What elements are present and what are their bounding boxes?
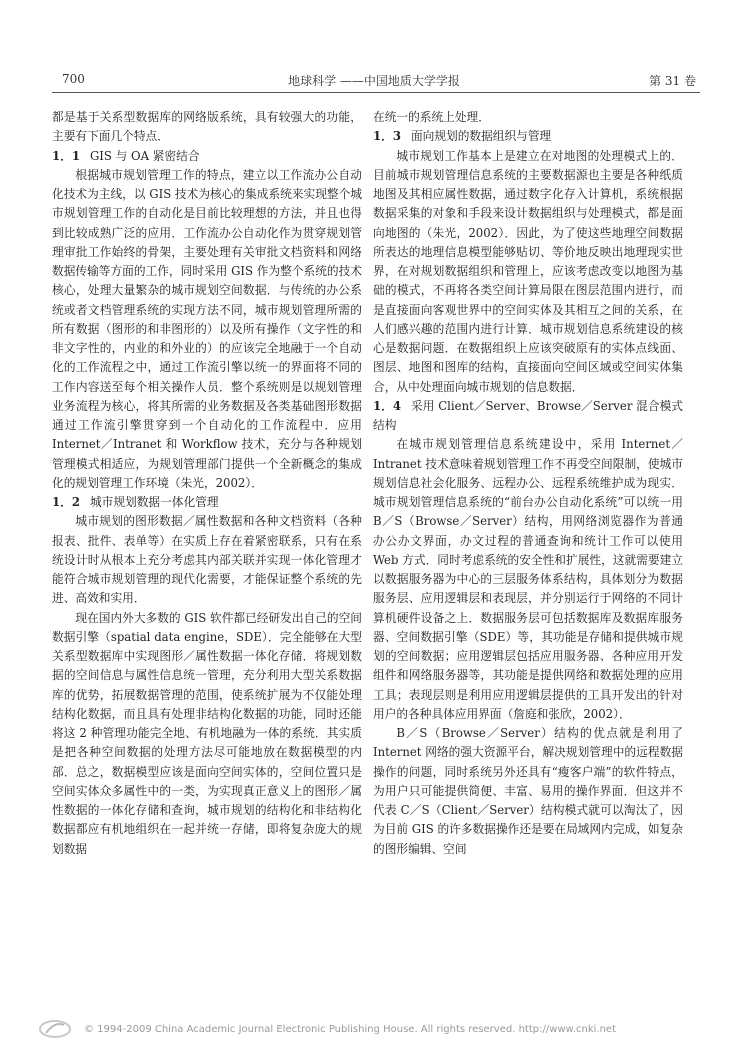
paragraph-continued: 都是基于关系型数据库的网络版系统，具有较强大的功能，主要有下面几个特点． — [52, 110, 362, 144]
section-number: 1．4 — [373, 398, 402, 413]
copyright-notice: © 1994-2009 China Academic Journal Electronic Publishing House. All rights reserved. http://www.cnki.net — [84, 1024, 616, 1035]
journal-title: 地球科学 ——中国地质大学学报 — [288, 74, 460, 88]
section-title: 面向规划的数据组织与管理 — [410, 129, 552, 144]
right-column — [373, 108, 683, 859]
paragraph: 根据城市规划管理工作的特点，建立以工作流办公自动化技术为主线，以 GIS 技术为核心的集成系统来实现整个城市规划管理工作的自动化是目前比较理想的方法，并且也得到比较成熟广泛的应用．工作流办公自动化作为贯穿规划管理审批工作始终的骨架，主要处理有关审批文档资料和网络数据传输等方面的工作，同时采用 GIS 作为整个系统的技术核心，处理大量繁杂的城市规划空间数据．与传统的办公系统或者文档管理系统的实现方法不同，城市规划管理所需的所有数据（图形的和非图形的）以及所有操作（文字性的和非文字性的，内业的和外业的）的应该完全地融于一个自动化的工作流程之中，通过工作流引擎以统一的界面将不同的工作内容送至每个相关操作人员．整个系统则是以规划管理业务流程为核心，将其所需的业务数据及各类基础图形数据通过工作流引擎贯穿到一个自动化的工作流程中．应用 Internet／Intranet 和 Workflow 技术，充分与各种规划管理模式相适应，为规划管理部门提供一个全新概念的集成化的规划管理工作环境（朱光，2002）． — [52, 167, 362, 490]
paragraph: 在城市规划管理信息系统建设中，采用 Internet／Intranet 技术意味着规划管理工作不再受空间限制，使城市规划信息社会化服务、远程办公、远程系统维护成为现实．城市规划管理信息系统的“前台办公自动化系统”可以统一用 B／S（Browse／Server）结构，用网络浏览器作为普通办公办文界面，办文过程的普通查询和统计工作可以使用 Web 方式．同时考虑系统的安全性和扩展性，这就需要建立以数据服务器为中心的三层服务体系结构，具体划分为数据服务层、应用逻辑层和表现层，并分别运行于网络的不同计算机硬件设备之上．数据服务层可包括数据库及数据库服务器、空间数据引擎（SDE）等，其功能是存储和提供城市规划的空间数据；应用逻辑层包括应用服务器、各种应用开发组件和网络服务器等，其功能是提供网络和数据处理的应用工具；表现层则是利用应用逻辑层提供的工具开发出的针对用户的各种具体应用界面（詹庭和张欣，2002）． — [373, 437, 683, 721]
section-heading-1-1 — [52, 147, 362, 166]
volume-label: 第 31 卷 — [649, 74, 696, 88]
page-number: 700 — [62, 72, 85, 86]
section-title: 城市规划数据一体化管理 — [89, 495, 219, 509]
left-column — [52, 108, 362, 859]
footer — [38, 1018, 698, 1042]
paragraph: B／S（Browse／Server）结构的优点就是利用了 Internet 网络的强大资源平台，解决规划管理中的远程数据操作的问题，同时系统另外还具有“瘦客户端”的软件特点，为用户只可能提供简便、丰富、易用的操作界面．但这并不代表 C／S（Client／Server）结构模式就可以淘汰了，因为目前 GIS 的许多数据操作还是要在局域网内完成，如复杂的图形编辑、空间 — [373, 726, 683, 856]
header-rule — [52, 92, 700, 93]
paragraph: 城市规划工作基本上是建立在对地图的处理模式上的．目前城市规划管理信息系统的主要数据源也主要是各种纸质地图及其相应属性数据，通过数字化存入计算机，系统根据数据采集的对象和手段来设计数据组织与处理模式，都是面向地图的（朱光，2002）．因此，为了使这些地理空间数据所表达的地理信息模型能够贴切、等价地反映出地理现实世界，在对规划数据组织和管理上，应该考虑改变以地图为基础的模式，不再将各类空间计算局限在图层范围内进行，而是直接面向客观世界中的空间实体及其相互之间的关系，在人们感兴趣的范围内进行计算．城市规划信息系统建设的核心是数据问题．在数据组织上应该突破原有的实体点线面、图层、地图和图库的结构，直接面向空间区域或空间实体集合，从中处理面向城市规划的信息数据． — [373, 148, 683, 394]
paragraph: 城市规划的图形数据／属性数据和各种文档资料（各种报表、批件、表单等）在实质上存在着紧密联系，只有在系统设计时从根本上充分考虑其内部关联并实现一体化管理才能符合城市规划管理的现代化需要，才能保证整个系统的先进、高效和实用． — [52, 514, 362, 606]
section-number: 1．3 — [373, 129, 401, 144]
section-title: 采用 Client／Server、Browse／Server 混合模式结构 — [373, 398, 683, 432]
section-number: 1．2 — [52, 495, 80, 509]
section-heading-1-3 — [373, 127, 683, 146]
running-header — [52, 68, 696, 90]
paragraph: 现在国内外大多数的 GIS 软件都已经研发出自己的空间数据引擎（spatial data engine，SDE）．完全能够在大型关系型数据库中实现图形／属性数据一体化存储．将规划数据的空间信息与属性信息统一管理，充分利用大型关系数据库的优势，拓展数据管理的范围，使系统扩展为不仅能处理结构化数据，而且具有处理非结构化数据的功能，同时还能将这 2 种管理功能完全地、有机地融为一体的系统．其实质是把各种空间数据的处理方法尽可能地放在数据模型的内部．总之，数据模型应该是面向空间实体的，空间位置只是空间实体众多属性中的一类，为实现真正意义上的图形／属性数据的一体化存储和查询，城市规划的结构化和非结构化数据都应有机地组织在一起并统一存储，即将复杂庞大的规划数据 — [52, 610, 362, 856]
section-heading-1-4 — [373, 397, 683, 436]
section-number: 1．1 — [52, 148, 80, 163]
paragraph-continued: 在统一的系统上处理． — [373, 110, 490, 124]
publisher-logo-icon — [38, 1019, 72, 1039]
section-heading-1-2 — [52, 493, 362, 512]
section-title: GIS 与 OA 紧密结合 — [89, 148, 200, 163]
